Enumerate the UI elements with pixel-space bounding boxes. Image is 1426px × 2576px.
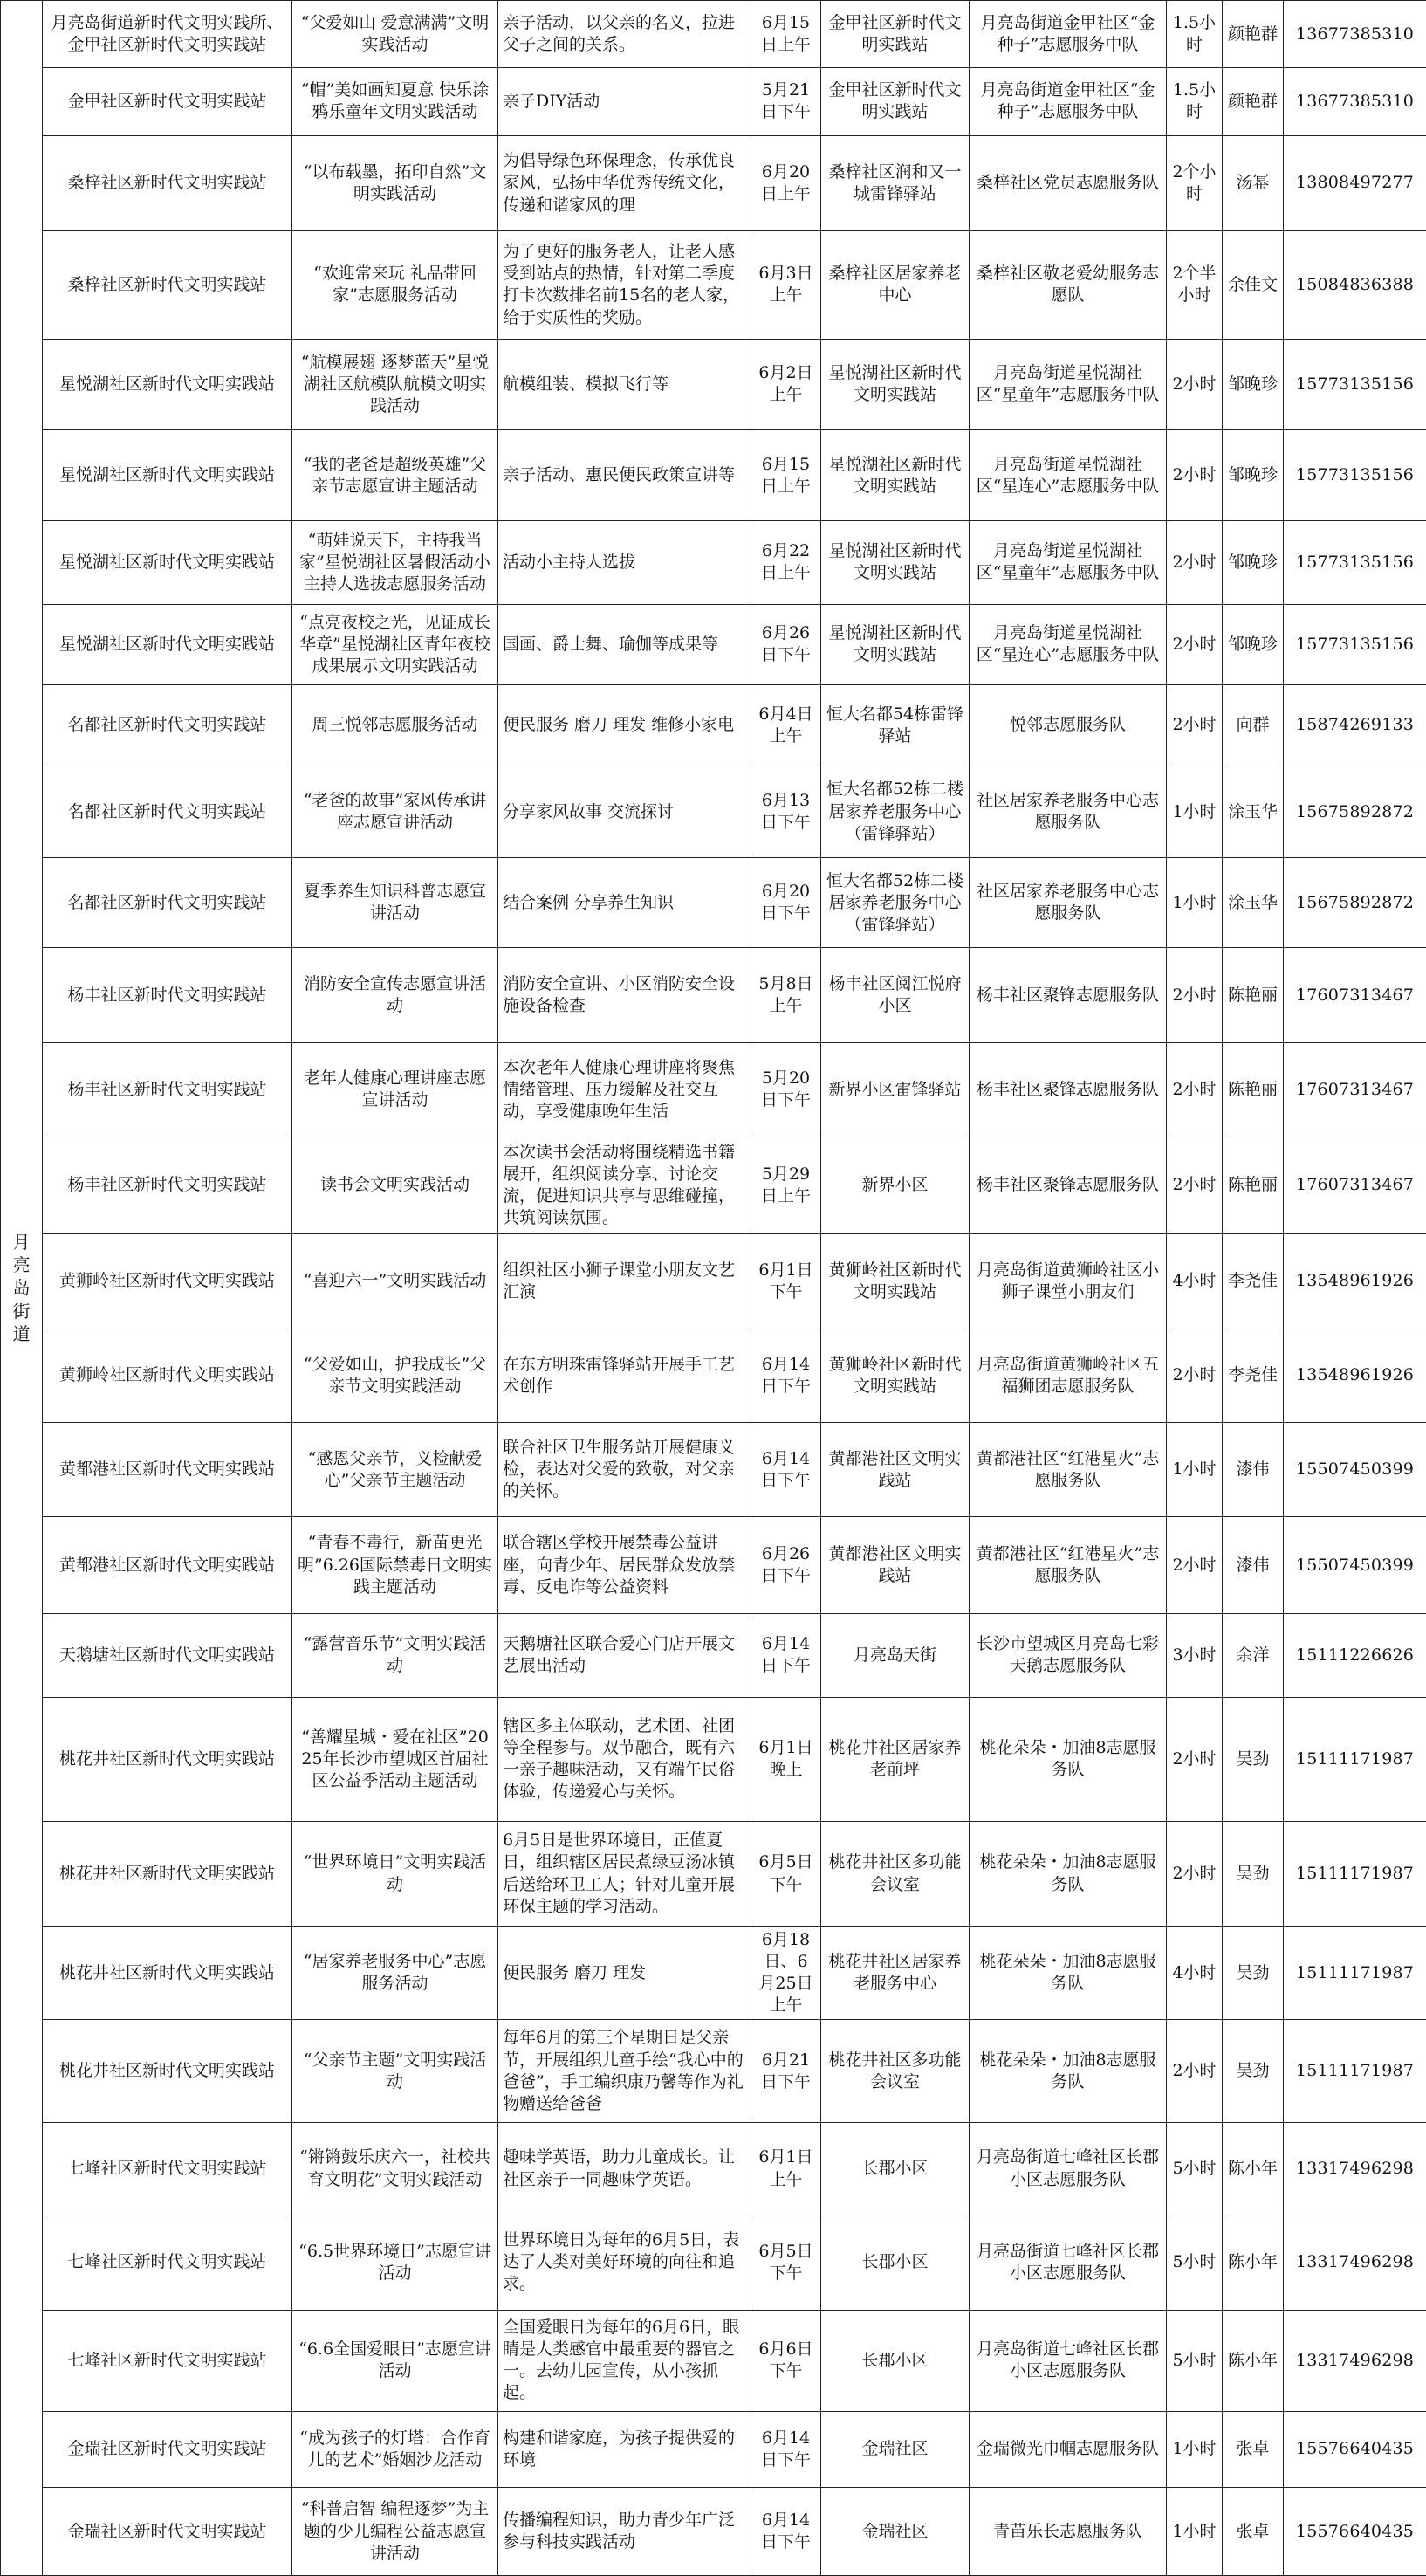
- contact-phone: 15576640435: [1284, 2411, 1426, 2487]
- volunteer-team: 悦邻志愿服务队: [970, 685, 1167, 766]
- table-row: [1, 1233, 1426, 1329]
- duration-cell: 1.5小时: [1167, 68, 1223, 135]
- table-row: [1, 430, 1426, 521]
- station-cell: 黄都港社区新时代文明实践站: [43, 1423, 292, 1517]
- activity-time: 6月6日下午: [751, 2310, 821, 2411]
- duration-cell: 2小时: [1167, 1822, 1223, 1927]
- activity-name: 消防安全宣传志愿宣讲活动: [292, 948, 498, 1043]
- activity-time: 6月1日上午: [751, 2123, 821, 2215]
- activity-place: 星悦湖社区新时代文明实践站: [821, 339, 970, 430]
- activity-time: 6月14日下午: [751, 1329, 821, 1423]
- volunteer-team: 月亮岛街道星悦湖社区“星童年”志愿服务中队: [970, 339, 1167, 430]
- volunteer-team: 桃花朵朵・加油8志愿服务队: [970, 1822, 1167, 1927]
- table-row: [1, 1517, 1426, 1614]
- contact-phone: 15507450399: [1284, 1423, 1426, 1517]
- duration-cell: 2小时: [1167, 1517, 1223, 1614]
- duration-cell: 4小时: [1167, 1233, 1223, 1329]
- volunteer-team: 青苗乐长志愿服务队: [970, 2488, 1167, 2576]
- activity-content: 天鹅塘社区联合爱心门店开展文艺展出活动: [498, 1614, 751, 1698]
- activity-name: “6.6全国爱眼日”志愿宣讲活动: [292, 2310, 498, 2411]
- station-cell: 名都社区新时代文明实践站: [43, 685, 292, 766]
- contact-person: 张卓: [1223, 2411, 1284, 2487]
- activity-time: 6月13日下午: [751, 766, 821, 858]
- duration-cell: 2小时: [1167, 430, 1223, 521]
- station-cell: 星悦湖社区新时代文明实践站: [43, 520, 292, 604]
- contact-phone: 15675892872: [1284, 766, 1426, 858]
- volunteer-team: 月亮岛街道七峰社区长郡小区志愿服务队: [970, 2215, 1167, 2310]
- activity-place: 新界小区雷锋驿站: [821, 1043, 970, 1137]
- duration-cell: 5小时: [1167, 2310, 1223, 2411]
- duration-cell: 2小时: [1167, 1329, 1223, 1423]
- contact-person: 邹晚珍: [1223, 520, 1284, 604]
- table-row: [1, 1423, 1426, 1517]
- activity-name: “萌娃说天下，主持我当家”星悦湖社区暑假活动小主持人选拔志愿服务活动: [292, 520, 498, 604]
- contact-person: 陈小年: [1223, 2215, 1284, 2310]
- activity-place: 黄都港社区文明实践站: [821, 1423, 970, 1517]
- activity-place: 桃花井社区居家养老服务中心: [821, 1927, 970, 2020]
- activity-time: 6月3日上午: [751, 231, 821, 339]
- contact-person: 李尧佳: [1223, 1233, 1284, 1329]
- volunteer-team: 杨丰社区聚锋志愿服务队: [970, 948, 1167, 1043]
- volunteer-team: 社区居家养老服务中心志愿服务队: [970, 858, 1167, 948]
- activity-time: 6月2日上午: [751, 339, 821, 430]
- activity-place: 星悦湖社区新时代文明实践站: [821, 604, 970, 685]
- contact-person: 颜艳群: [1223, 1, 1284, 68]
- activity-place: 金甲社区新时代文明实践站: [821, 1, 970, 68]
- station-cell: 星悦湖社区新时代文明实践站: [43, 339, 292, 430]
- table-row: [1, 1043, 1426, 1137]
- activity-name: “感恩父亲节，义检献爱心”父亲节主题活动: [292, 1423, 498, 1517]
- duration-cell: 4小时: [1167, 1927, 1223, 2020]
- activity-name: “喜迎六一”文明实践活动: [292, 1233, 498, 1329]
- contact-person: 吴劲: [1223, 1822, 1284, 1927]
- volunteer-team: 杨丰社区聚锋志愿服务队: [970, 1137, 1167, 1233]
- activity-content: 本次老年人健康心理讲座将聚焦情绪管理、压力缓解及社交互动，享受健康晚年生活: [498, 1043, 751, 1137]
- contact-person: 吴劲: [1223, 2020, 1284, 2123]
- volunteer-team: 月亮岛街道黄狮岭社区五福狮团志愿服务队: [970, 1329, 1167, 1423]
- duration-cell: 1.5小时: [1167, 1, 1223, 68]
- volunteer-team: 桃花朵朵・加油8志愿服务队: [970, 1927, 1167, 2020]
- activity-time: 5月8日上午: [751, 948, 821, 1043]
- activity-content: 联合辖区学校开展禁毒公益讲座，向青少年、居民群众发放禁毒、反电诈等公益资料: [498, 1517, 751, 1614]
- table-row: [1, 68, 1426, 135]
- activity-time: 6月1日晚上: [751, 1697, 821, 1821]
- volunteer-team: 月亮岛街道星悦湖社区“星连心”志愿服务中队: [970, 604, 1167, 685]
- activity-place: 恒大名都54栋雷锋驿站: [821, 685, 970, 766]
- activity-content: 消防安全宣讲、小区消防安全设施设备检查: [498, 948, 751, 1043]
- volunteer-team: 月亮岛街道星悦湖社区“星童年”志愿服务中队: [970, 520, 1167, 604]
- table-row: [1, 858, 1426, 948]
- activity-time: 6月14日下午: [751, 2411, 821, 2487]
- volunteer-team: 黄都港社区“红港星火”志愿服务队: [970, 1517, 1167, 1614]
- table-row: [1, 231, 1426, 339]
- activity-time: 6月26日下午: [751, 604, 821, 685]
- activity-content: 本次读书会活动将围绕精选书籍展开，组织阅读分享、讨论交流，促进知识共享与思维碰撞，共筑阅读氛围。: [498, 1137, 751, 1233]
- contact-phone: 15084836388: [1284, 231, 1426, 339]
- contact-person: 涂玉华: [1223, 858, 1284, 948]
- activity-name: 读书会文明实践活动: [292, 1137, 498, 1233]
- contact-person: 汤幂: [1223, 135, 1284, 231]
- contact-person: 邹晚珍: [1223, 430, 1284, 521]
- contact-person: 陈小年: [1223, 2123, 1284, 2215]
- contact-person: 邹晚珍: [1223, 604, 1284, 685]
- volunteer-team: 月亮岛街道金甲社区“金种子”志愿服务中队: [970, 68, 1167, 135]
- activity-content: 活动小主持人选拔: [498, 520, 751, 604]
- duration-cell: 2小时: [1167, 520, 1223, 604]
- activity-name: “以布载墨，拓印自然”文明实践活动: [292, 135, 498, 231]
- activity-name: “青春不毒行，新苗更光明”6.26国际禁毒日文明实践主题活动: [292, 1517, 498, 1614]
- activity-time: 6月21日下午: [751, 2020, 821, 2123]
- volunteer-team: 长沙市望城区月亮岛七彩天鹅志愿服务队: [970, 1614, 1167, 1698]
- activity-content: 便民服务 磨刀 理发 维修小家电: [498, 685, 751, 766]
- activity-content: 传播编程知识，助力青少年广泛参与科技实践活动: [498, 2488, 751, 2576]
- station-cell: 桃花井社区新时代文明实践站: [43, 1927, 292, 2020]
- activity-time: 6月14日下午: [751, 1614, 821, 1698]
- station-cell: 桃花井社区新时代文明实践站: [43, 1697, 292, 1821]
- duration-cell: 5小时: [1167, 2215, 1223, 2310]
- activity-place: 星悦湖社区新时代文明实践站: [821, 520, 970, 604]
- region-cell: 月亮岛街道: [1, 1, 43, 2576]
- contact-person: 漆伟: [1223, 1423, 1284, 1517]
- station-cell: 名都社区新时代文明实践站: [43, 858, 292, 948]
- table-row: [1, 2411, 1426, 2487]
- contact-phone: 13548961926: [1284, 1329, 1426, 1423]
- contact-phone: 15507450399: [1284, 1517, 1426, 1614]
- activity-name: “父爱如山 爱意满满”文明实践活动: [292, 1, 498, 68]
- contact-person: 余洋: [1223, 1614, 1284, 1698]
- contact-phone: 15576640435: [1284, 2488, 1426, 2576]
- station-cell: 金瑞社区新时代文明实践站: [43, 2411, 292, 2487]
- activity-content: 趣味学英语，助力儿童成长。让社区亲子一同趣味学英语。: [498, 2123, 751, 2215]
- duration-cell: 2小时: [1167, 604, 1223, 685]
- activity-name: “科普启智 编程逐梦”为主题的少儿编程公益志愿宣讲活动: [292, 2488, 498, 2576]
- contact-person: 邹晚珍: [1223, 339, 1284, 430]
- activity-place: 黄狮岭社区新时代文明实践站: [821, 1329, 970, 1423]
- duration-cell: 1小时: [1167, 858, 1223, 948]
- activity-place: 桑梓社区润和又一城雷锋驿站: [821, 135, 970, 231]
- activity-content: 亲子活动、惠民便民政策宣讲等: [498, 430, 751, 521]
- contact-person: 李尧佳: [1223, 1329, 1284, 1423]
- volunteer-team: 社区居家养老服务中心志愿服务队: [970, 766, 1167, 858]
- activity-time: 6月20日上午: [751, 135, 821, 231]
- contact-phone: 13548961926: [1284, 1233, 1426, 1329]
- table-row: [1, 685, 1426, 766]
- volunteer-team: 月亮岛街道星悦湖社区“星连心”志愿服务中队: [970, 430, 1167, 521]
- activity-content: 便民服务 磨刀 理发: [498, 1927, 751, 2020]
- station-cell: 杨丰社区新时代文明实践站: [43, 1137, 292, 1233]
- activity-place: 桃花井社区多功能会议室: [821, 1822, 970, 1927]
- table-row: [1, 1697, 1426, 1821]
- activity-time: 5月20日下午: [751, 1043, 821, 1137]
- station-cell: 黄都港社区新时代文明实践站: [43, 1517, 292, 1614]
- activity-content: 结合案例 分享养生知识: [498, 858, 751, 948]
- contact-phone: 13677385310: [1284, 68, 1426, 135]
- activity-place: 桃花井社区多功能会议室: [821, 2020, 970, 2123]
- station-cell: 七峰社区新时代文明实践站: [43, 2123, 292, 2215]
- table-row: [1, 1137, 1426, 1233]
- duration-cell: 2小时: [1167, 685, 1223, 766]
- activity-time: 5月29日上午: [751, 1137, 821, 1233]
- duration-cell: 2个小时: [1167, 135, 1223, 231]
- activity-time: 6月14日下午: [751, 1423, 821, 1517]
- volunteer-team: 桃花朵朵・加油8志愿服务队: [970, 1697, 1167, 1821]
- contact-phone: 15111171987: [1284, 1927, 1426, 2020]
- contact-phone: 15874269133: [1284, 685, 1426, 766]
- activity-place: 长郡小区: [821, 2215, 970, 2310]
- table-row: [1, 1822, 1426, 1927]
- activity-time: 6月15日上午: [751, 430, 821, 521]
- activity-time: 6月22日上午: [751, 520, 821, 604]
- contact-person: 涂玉华: [1223, 766, 1284, 858]
- volunteer-team: 杨丰社区聚锋志愿服务队: [970, 1043, 1167, 1137]
- activity-name: 夏季养生知识科普志愿宣讲活动: [292, 858, 498, 948]
- activity-name: “老爸的故事”家风传承讲座志愿宣讲活动: [292, 766, 498, 858]
- activity-content: 全国爱眼日为每年的6月6日，眼睛是人类感官中最重要的器官之一。去幼儿园宣传，从小孩抓起。: [498, 2310, 751, 2411]
- contact-phone: 15773135156: [1284, 520, 1426, 604]
- activity-name: “成为孩子的灯塔：合作育儿的艺术”婚姻沙龙活动: [292, 2411, 498, 2487]
- activity-time: 6月18日、6月25日上午: [751, 1927, 821, 2020]
- contact-phone: 15773135156: [1284, 339, 1426, 430]
- activity-time: 6月4日上午: [751, 685, 821, 766]
- duration-cell: 2小时: [1167, 339, 1223, 430]
- activity-content: 分享家风故事 交流探讨: [498, 766, 751, 858]
- duration-cell: 2小时: [1167, 1697, 1223, 1821]
- table-row: [1, 2310, 1426, 2411]
- table-row: [1, 1927, 1426, 2020]
- station-cell: 七峰社区新时代文明实践站: [43, 2215, 292, 2310]
- activity-name: “航模展翅 逐梦蓝天”星悦湖社区航模队航模文明实践活动: [292, 339, 498, 430]
- activity-place: 月亮岛天街: [821, 1614, 970, 1698]
- station-cell: 天鹅塘社区新时代文明实践站: [43, 1614, 292, 1698]
- activity-name: “帽”美如画知夏意 快乐涂鸦乐童年文明实践活动: [292, 68, 498, 135]
- activity-name: “居家养老服务中心”志愿服务活动: [292, 1927, 498, 2020]
- station-cell: 星悦湖社区新时代文明实践站: [43, 604, 292, 685]
- contact-person: 吴劲: [1223, 1927, 1284, 2020]
- station-cell: 杨丰社区新时代文明实践站: [43, 948, 292, 1043]
- volunteer-team: 月亮岛街道七峰社区长郡小区志愿服务队: [970, 2310, 1167, 2411]
- contact-phone: 15111226626: [1284, 1614, 1426, 1698]
- station-cell: 金甲社区新时代文明实践站: [43, 68, 292, 135]
- activity-content: 辖区多主体联动，艺术团、社团等全程参与。双节融合，既有六一亲子趣味活动，又有端午民俗体验，传递爱心与关怀。: [498, 1697, 751, 1821]
- table-row: [1, 2488, 1426, 2576]
- activity-place: 黄都港社区文明实践站: [821, 1517, 970, 1614]
- table-row: [1, 1329, 1426, 1423]
- duration-cell: 3小时: [1167, 1614, 1223, 1698]
- activity-content: 组织社区小狮子课堂小朋友文艺汇演: [498, 1233, 751, 1329]
- station-cell: 桑梓社区新时代文明实践站: [43, 135, 292, 231]
- activity-time: 6月1日下午: [751, 1233, 821, 1329]
- activity-name: “我的老爸是超级英雄”父亲节志愿宣讲主题活动: [292, 430, 498, 521]
- activity-time: 6月15日上午: [751, 1, 821, 68]
- activity-content: 亲子活动，以父亲的名义，拉进父子之间的关系。: [498, 1, 751, 68]
- table-row: [1, 1, 1426, 68]
- volunteer-team: 月亮岛街道金甲社区“金种子”志愿服务中队: [970, 1, 1167, 68]
- activity-name: “锵锵鼓乐庆六一，社校共育文明花”文明实践活动: [292, 2123, 498, 2215]
- contact-phone: 17607313467: [1284, 1137, 1426, 1233]
- activity-time: 5月21日下午: [751, 68, 821, 135]
- activity-place: 金瑞社区: [821, 2411, 970, 2487]
- contact-person: 张卓: [1223, 2488, 1284, 2576]
- contact-phone: 13317496298: [1284, 2215, 1426, 2310]
- contact-phone: 17607313467: [1284, 1043, 1426, 1137]
- activity-name: “父爱如山，护我成长”父亲节文明实践活动: [292, 1329, 498, 1423]
- activity-content: 联合社区卫生服务站开展健康义检，表达对父爱的致敬，对父亲的关怀。: [498, 1423, 751, 1517]
- activity-place: 星悦湖社区新时代文明实践站: [821, 430, 970, 521]
- duration-cell: 5小时: [1167, 2123, 1223, 2215]
- activity-place: 金瑞社区: [821, 2488, 970, 2576]
- station-cell: 黄狮岭社区新时代文明实践站: [43, 1329, 292, 1423]
- contact-person: 吴劲: [1223, 1697, 1284, 1821]
- station-cell: 七峰社区新时代文明实践站: [43, 2310, 292, 2411]
- volunteer-team: 月亮岛街道七峰社区长郡小区志愿服务队: [970, 2123, 1167, 2215]
- contact-phone: 13317496298: [1284, 2310, 1426, 2411]
- contact-phone: 13677385310: [1284, 1, 1426, 68]
- activity-time: 6月26日下午: [751, 1517, 821, 1614]
- activity-name: “善耀星城・爱在社区”2025年长沙市望城区首届社区公益季活动主题活动: [292, 1697, 498, 1821]
- activity-place: 长郡小区: [821, 2123, 970, 2215]
- activity-name: 周三悦邻志愿服务活动: [292, 685, 498, 766]
- duration-cell: 2小时: [1167, 2020, 1223, 2123]
- activity-name: “欢迎常来玩 礼品带回家”志愿服务活动: [292, 231, 498, 339]
- station-cell: 名都社区新时代文明实践站: [43, 766, 292, 858]
- table-row: [1, 604, 1426, 685]
- contact-person: 陈艳丽: [1223, 1137, 1284, 1233]
- activity-place: 恒大名都52栋二楼居家养老服务中心（雷锋驿站）: [821, 858, 970, 948]
- duration-cell: 2小时: [1167, 1137, 1223, 1233]
- station-cell: 桃花井社区新时代文明实践站: [43, 2020, 292, 2123]
- activity-content: 在东方明珠雷锋驿站开展手工艺术创作: [498, 1329, 751, 1423]
- volunteer-team: 桑梓社区党员志愿服务队: [970, 135, 1167, 231]
- activity-content: 6月5日是世界环境日，正值夏日，组织辖区居民煮绿豆汤冰镇后送给环卫工人；针对儿童开展环保主题的学习活动。: [498, 1822, 751, 1927]
- table-row: [1, 2020, 1426, 2123]
- activity-name: “露营音乐节”文明实践活动: [292, 1614, 498, 1698]
- volunteer-team: 金瑞微光巾帼志愿服务队: [970, 2411, 1167, 2487]
- activity-name: 老年人健康心理讲座志愿宣讲活动: [292, 1043, 498, 1137]
- contact-phone: 13808497277: [1284, 135, 1426, 231]
- contact-phone: 15773135156: [1284, 430, 1426, 521]
- activity-time: 6月20日下午: [751, 858, 821, 948]
- activity-name: “点亮夜校之光，见证成长华章”星悦湖社区青年夜校成果展示文明实践活动: [292, 604, 498, 685]
- activity-content: 每年6月的第三个星期日是父亲节，开展组织儿童手绘“我心中的爸爸”，手工编织康乃馨等作为礼物赠送给爸爸: [498, 2020, 751, 2123]
- duration-cell: 2小时: [1167, 948, 1223, 1043]
- contact-phone: 13317496298: [1284, 2123, 1426, 2215]
- activity-place: 新界小区: [821, 1137, 970, 1233]
- contact-phone: 15111171987: [1284, 1697, 1426, 1821]
- activity-content: 为了更好的服务老人，让老人感受到站点的热情，针对第二季度打卡次数排名前15名的老人家，给于实质性的奖励。: [498, 231, 751, 339]
- contact-person: 陈艳丽: [1223, 1043, 1284, 1137]
- contact-phone: 15675892872: [1284, 858, 1426, 948]
- activity-place: 金甲社区新时代文明实践站: [821, 68, 970, 135]
- table-row: [1, 766, 1426, 858]
- activity-content: 为倡导绿色环保理念，传承优良家风，弘扬中华优秀传统文化，传递和谐家风的理: [498, 135, 751, 231]
- station-cell: 桃花井社区新时代文明实践站: [43, 1822, 292, 1927]
- contact-phone: 15111171987: [1284, 1822, 1426, 1927]
- duration-cell: 2小时: [1167, 1043, 1223, 1137]
- activity-place: 杨丰社区阅江悦府小区: [821, 948, 970, 1043]
- contact-person: 陈小年: [1223, 2310, 1284, 2411]
- volunteer-team: 桃花朵朵・加油8志愿服务队: [970, 2020, 1167, 2123]
- activity-name: “6.5世界环境日”志愿宣讲活动: [292, 2215, 498, 2310]
- activity-name: “父亲节主题”文明实践活动: [292, 2020, 498, 2123]
- table-row: [1, 135, 1426, 231]
- activity-place: 长郡小区: [821, 2310, 970, 2411]
- table-row: [1, 339, 1426, 430]
- activity-time: 6月5日下午: [751, 2215, 821, 2310]
- activity-place: 桑梓社区居家养老中心: [821, 231, 970, 339]
- table-row: [1, 948, 1426, 1043]
- activity-time: 6月5日下午: [751, 1822, 821, 1927]
- station-cell: 黄狮岭社区新时代文明实践站: [43, 1233, 292, 1329]
- activity-place: 恒大名都52栋二楼居家养老服务中心（雷锋驿站）: [821, 766, 970, 858]
- contact-person: 颜艳群: [1223, 68, 1284, 135]
- contact-phone: 15111171987: [1284, 2020, 1426, 2123]
- activity-name: “世界环境日”文明实践活动: [292, 1822, 498, 1927]
- contact-phone: 15773135156: [1284, 604, 1426, 685]
- duration-cell: 2个半小时: [1167, 231, 1223, 339]
- station-cell: 杨丰社区新时代文明实践站: [43, 1043, 292, 1137]
- station-cell: 桑梓社区新时代文明实践站: [43, 231, 292, 339]
- activity-content: 世界环境日为每年的6月5日，表达了人类对美好环境的向往和追求。: [498, 2215, 751, 2310]
- duration-cell: 1小时: [1167, 2488, 1223, 2576]
- duration-cell: 1小时: [1167, 1423, 1223, 1517]
- station-cell: 星悦湖社区新时代文明实践站: [43, 430, 292, 521]
- volunteer-team: 月亮岛街道黄狮岭社区小狮子课堂小朋友们: [970, 1233, 1167, 1329]
- table-row: [1, 520, 1426, 604]
- table-row: [1, 2215, 1426, 2310]
- volunteer-team: 黄都港社区“红港星火”志愿服务队: [970, 1423, 1167, 1517]
- activity-content: 亲子DIY活动: [498, 68, 751, 135]
- contact-person: 漆伟: [1223, 1517, 1284, 1614]
- activity-content: 构建和谐家庭，为孩子提供爱的环境: [498, 2411, 751, 2487]
- activity-content: 航模组装、模拟飞行等: [498, 339, 751, 430]
- table-row: [1, 1614, 1426, 1698]
- volunteer-team: 桑梓社区敬老爱幼服务志愿队: [970, 231, 1167, 339]
- station-cell: 金瑞社区新时代文明实践站: [43, 2488, 292, 2576]
- contact-phone: 17607313467: [1284, 948, 1426, 1043]
- contact-person: 余佳文: [1223, 231, 1284, 339]
- duration-cell: 1小时: [1167, 766, 1223, 858]
- station-cell: 月亮岛街道新时代文明实践所、金甲社区新时代文明实践站: [43, 1, 292, 68]
- activity-place: 黄狮岭社区新时代文明实践站: [821, 1233, 970, 1329]
- contact-person: 陈艳丽: [1223, 948, 1284, 1043]
- contact-person: 向群: [1223, 685, 1284, 766]
- activity-time: 6月14日下午: [751, 2488, 821, 2576]
- duration-cell: 1小时: [1167, 2411, 1223, 2487]
- activity-place: 桃花井社区居家养老前坪: [821, 1697, 970, 1821]
- table-row: [1, 2123, 1426, 2215]
- activity-content: 国画、爵士舞、瑜伽等成果等: [498, 604, 751, 685]
